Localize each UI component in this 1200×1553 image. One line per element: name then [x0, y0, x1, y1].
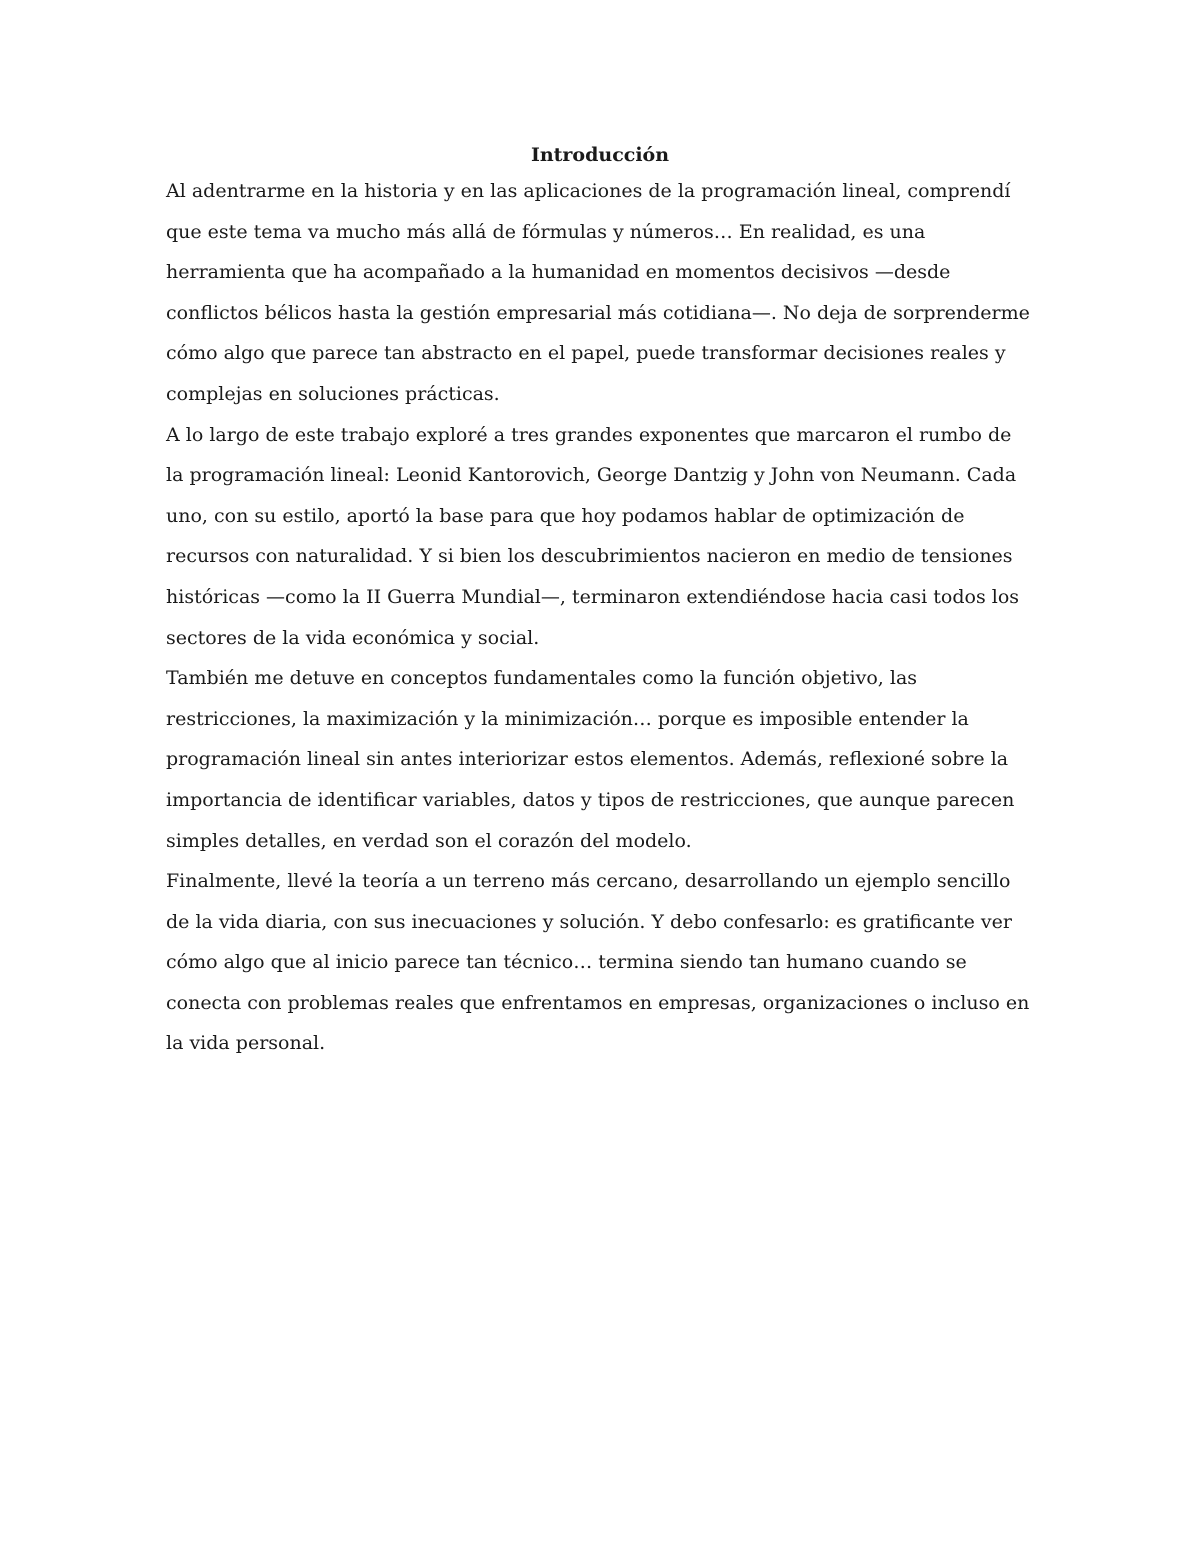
- paragraph-2: A lo largo de este trabajo exploré a tres grandes exponentes que marcaron el rumbo de la programación lineal: Leonid Kantorovich, George Dantzig y John von Neumann. Cada uno, con su estilo, aportó la base para que hoy podamos hablar de optimización de recursos con naturalidad. Y si bien los descubrimientos nacieron en medio de tensiones históricas —como la II Guerra Mundial—, terminaron extendiéndose hacia casi todos los sectores de la vida económica y social.: [166, 423, 1020, 649]
- paragraph-3: También me detuve en conceptos fundamentales como la función objetivo, las restricciones, la maximización y la minimización… porque es imposible entender la programación lineal sin antes interiorizar estos elementos. Además, reflexioné sobre la importancia de identificar variables, datos y tipos de restricciones, que aunque parecen simples detalles, en verdad son el corazón del modelo.: [166, 667, 1015, 852]
- document-body: [166, 139, 1034, 1064]
- paragraph-4: Finalmente, llevé la teoría a un terreno más cercano, desarrollando un ejemplo sencillo de la vida diaria, con sus inecuaciones y solución. Y debo confesarlo: es gratificante ver cómo algo que al inicio parece tan técnico… termina siendo tan humano cuando se conecta con problemas reales que enfrentamos en empresas, organizaciones o incluso en la vida personal.: [166, 870, 1030, 1055]
- document-title: Introducción: [530, 144, 670, 166]
- paragraph-1: Al adentrarme en la historia y en las aplicaciones de la programación lineal, comprendí que este tema va mucho más allá de fórmulas y números… En realidad, es una herramienta que ha acompañado a la humanidad en momentos decisivos —desde conflictos bélicos hasta la gestión empresarial más cotidiana—. No deja de sorprenderme cómo algo que parece tan abstracto en el papel, puede transformar decisiones reales y complejas en soluciones prácticas.: [166, 180, 1030, 405]
